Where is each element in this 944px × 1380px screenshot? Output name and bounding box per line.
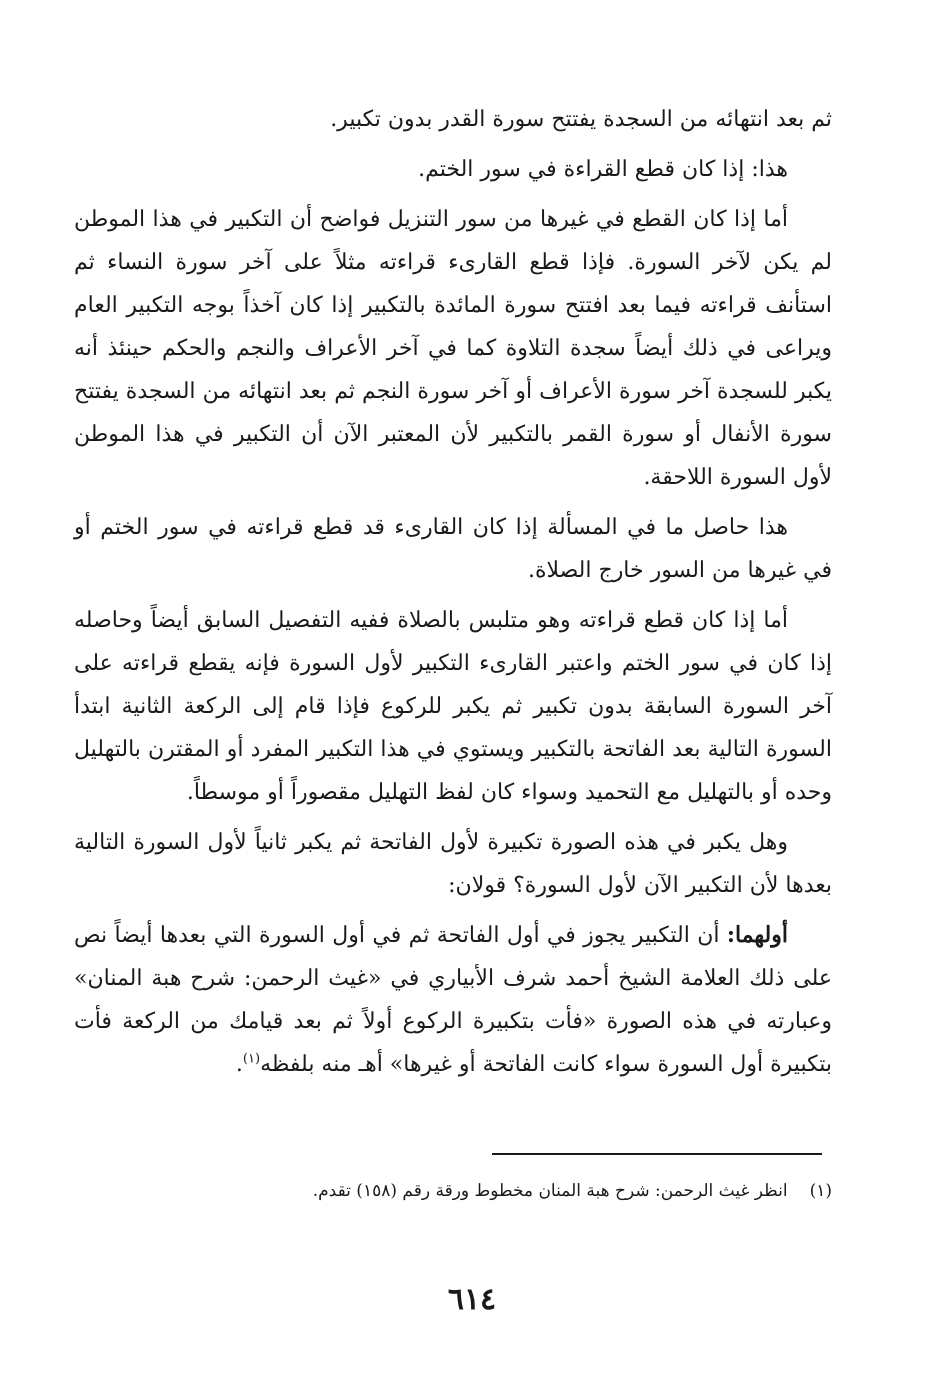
paragraph-7 — [74, 914, 832, 1086]
paragraph-5: أما إذا كان قطع قراءته وهو متلبس بالصلاة ففيه التفصيل السابق أيضاً وحاصله إذا كان في سور الختم واعتبر القارىء التكبير لأول السورة فإنه يقطع قراءته على آخر السورة السابقة بدون تكبير ثم يكبر للركوع فإذا قام إلى الركعة الثانية ابتدأ السورة التالية بعد الفاتحة بالتكبير ويستوي في هذا التكبير المفرد أو المقترن بالتهليل وحده أو بالتهليل مع التحميد وسواء كان لفظ التهليل مقصوراً أو موسطاً. — [74, 608, 832, 805]
paragraph-6: وهل يكبر في هذه الصورة تكبيرة لأول الفاتحة ثم يكبر ثانياً لأول السورة التالية بعدها لأن التكبير الآن لأول السورة؟ قولان: — [74, 830, 832, 898]
paragraph-2: هذا: إذا كان قطع القراءة في سور الختم. — [418, 157, 788, 182]
footnote-reference[interactable]: (١) — [242, 1051, 261, 1067]
page-number: ٦١٤ — [447, 1282, 497, 1317]
footnote-text: انظر غيث الرحمن: شرح هبة المنان مخطوط ورقة رقم (١٥٨) تقدم. — [312, 1181, 788, 1201]
footnote — [200, 1176, 832, 1206]
footnote-number: (١) — [809, 1181, 832, 1201]
paragraph-4: هذا حاصل ما في المسألة إذا كان القارىء قد قطع قراءته في سور الختم أو في غيرها من السور خارج الصلاة. — [74, 515, 832, 583]
paragraph-7-end: . — [235, 1052, 243, 1077]
main-text — [74, 98, 832, 1093]
paragraph-7-text: أن التكبير يجوز في أول الفاتحة ثم في أول السورة التي بعدها أيضاً نص على ذلك العلامة الشيخ أحمد شرف الأبياري في «غيث الرحمن: شرح هبة المنان» وعبارته في هذه الصورة «فأت بتكبيرة الركوع أولاً ثم بعد قيامك من الركعة فأت بتكبيرة أول السورة سواء كانت الفاتحة أو غيرها» أهـ منه بلفظه — [74, 923, 832, 1077]
paragraph-3: أما إذا كان القطع في غيرها من سور التنزيل فواضح أن التكبير في هذا الموطن لم يكن لآخر السورة. فإذا قطع القارىء قراءته مثلاً على آخر سورة النساء ثم استأنف قراءته فيما بعد افتتح سورة المائدة بالتكبير إذا كان آخذاً بوجه التكبير العام ويراعى في ذلك أيضاً سجدة التلاوة كما في آخر الأعراف والنجم والحكم حينئذ أنه يكبر للسجدة آخر سورة الأعراف أو آخر سورة النجم ثم بعد انتهائه من السجدة يفتتح سورة الأنفال أو سورة القمر بالتكبير لأن المعتبر الآن أن التكبير في هذا الموطن لأول السورة اللاحقة. — [74, 207, 832, 490]
footnote-divider — [492, 1153, 822, 1155]
bold-term: أولهما: — [726, 922, 788, 948]
paragraph-1: ثم بعد انتهائه من السجدة يفتتح سورة القدر بدون تكبير. — [330, 107, 832, 132]
